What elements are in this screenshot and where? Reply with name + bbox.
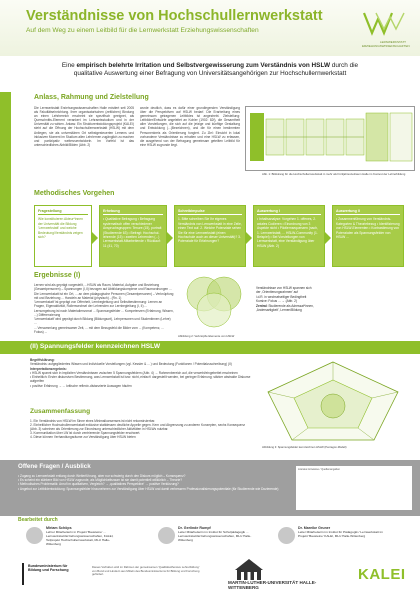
avatar <box>26 527 43 544</box>
anlass-text-right: wurde deutlich, dass es dafür einer grundlegenden Verständigung über die Perspektiven auf HSLW bedarf. Die Erarbeitung eines gemeinsam getragenen Leitbildes ist angestrebt. Zielstellung: Leitbilder/Entwürfe angeleitet an Kohler (1902: 82f), die Gesamtheit aller Vorstellungen, die sich auf die jetzige und künftige Gestaltung und Entwicklung (...(Bezeichnen), und die für einen bestimmten Personenkreis als Orientierung fungiert. Zu Ziel: Einsicht in lokal vorhandene Verständnisse zu erhalten und eine HSLW zu erfassen, die ausgehend von der Befragung gemeinsam geteilten Leitbild für eine HSLW zugrunde liegt. <box>140 106 240 147</box>
result-item: 'Lernwerkstatt' ist geprägt von Offenheit, Lernbegleitung und Selbstbestimmung: Lernen an Fragen, Eigenaktivität, Rollenwechsel der Lehrenden zur Lernbegleitung (I, II) ... <box>34 300 163 309</box>
section-anlass-heading: Anlass, Rahmung und Zielstellung <box>34 94 149 101</box>
results-list <box>34 283 174 334</box>
avatar <box>158 527 175 544</box>
outlook-item: • Es scheint ein stärkere Bild von HSLW zugrunde, als Möglichkeitsraum ist sie damit potentiell willkürlich – Theorie? <box>18 478 182 483</box>
author-card: Dr. Mareike Gruner Leiter Mitarbeiterin im Institut für Pädagogik / Lernwerkstatt im Projekt 'Bausteine' KALEI, MLU Halle-Wittenberg <box>298 526 383 538</box>
left-sidebar-bar <box>0 92 11 300</box>
venn-diagram <box>178 272 250 334</box>
legend-line: i.d.R. in wechselseitiger Bedingtheit <box>256 294 307 299</box>
timeline-diagram <box>245 106 415 171</box>
result-item: Lernen wird als geprägt vorgestellt, ...HSLW als Raum, Material, Aufgabe und Beziehung (Gesamtpersonen) – Spannungen (I,II) bezogen auf Abbildungskomplexe und Raumordnungen ... <box>34 283 172 292</box>
venn-legend <box>256 286 406 312</box>
arrow-right-icon <box>246 232 252 244</box>
poster-subtitle: Auf dem Weg zu einem Leitbild für die Lernwerkstatt Erziehungswissenschaften <box>26 27 259 34</box>
legend-line: ‚Andersartigkeit', Lernen/Bildung <box>256 308 302 313</box>
pentagon-diagram <box>258 356 408 446</box>
section-methods-heading: Methodisches Vorgehen <box>34 190 115 197</box>
legend-line: Verständnisse von HSLW spannen sich <box>256 286 312 290</box>
anlass-text-left: Die Lernwerkstatt Erziehungswissenschaften Halle existiert seit 2005 als Fakultätseinrichtung. Ihrer organisatorischen (zeitlichen) Bindung an einen Lehrbereich erscheint sie spezifisch geeignet, als Querschnitts-Element verankert im Lehramtsstudium und in der Universität zu wirken. Anlass: Ein Strukturentwicklungsprojekt (KALEI) steht auf die Öffnung der Hochschullernwerkstatt (HSLW) mit dem Anliegen, sie als universitären Ort selbstgesteuerten Lernens und inklusiven Moment im Studium allen Lehrlernen zugänglich zu machen und partizipativ weiterzuentwickeln. Im Vorfeld ist das unterschiedliches Abbild/Bilden (Abb. 2) <box>34 106 134 147</box>
arrow-right-icon <box>92 232 98 244</box>
references-box: Literatur-Hinweise / Quellenangaben <box>296 466 412 510</box>
arrow-right-icon <box>325 232 331 244</box>
section-spannung-heading: (II) Spannungsfelder kennzeichnen HSLW <box>30 343 161 350</box>
section-summary-heading: Zusammenfassung <box>30 408 91 415</box>
method-box-fragestellung: Fragestellung Wie konstituieren Akteur*innen der Universität die Bildung 'Lernwerkstatt' und welche Bedeutung/Verständnis zeigen sich? <box>34 205 92 267</box>
result-item: Lernumgebung ist nach Materialienvorrat ... Spannungsfelder ... Kompetenzen (Erfahrung, Wissen, ...) Differenzierung <box>34 308 174 317</box>
thesis-statement: Eine empirisch belehrte Irritation und Selbstvergewisserung zum Verständnis von HSLW durch die qualitative Auswertung einer Befragung von Universitätsangehörigen zur Hochschullernwerkstatt <box>61 62 359 78</box>
summary-item: 3. Kommunikation über LW ist durch zentrierende Spannungsfelder erschwert. <box>30 431 141 436</box>
result-item: ... Versammlung gemeinsamer Zeit, ... mit dem Bezugsfeld die Bilder vom ... (Kompetenz, ... Fokus) ... <box>34 325 164 334</box>
section-results-heading: Ergebnisse (I) <box>34 272 81 279</box>
bmbf-text: Bundesministerium für Bildung und Forschung <box>28 564 69 573</box>
legend-line: Zentral: Studierende als Adressat*innen, <box>256 303 314 308</box>
summary-list <box>30 419 252 439</box>
arrow-right-icon <box>167 232 173 244</box>
university-seal-icon <box>232 556 266 582</box>
avatar <box>278 527 295 544</box>
funding-text: Dieses Vorhaben wird im Rahmen der gemeinsamen 'Qualitätsoffensive Lehrerbildung' von Bund und Ländern aus Mitteln des Bundesministeriums für Bildung und Forschung gefördert. <box>92 565 200 576</box>
pentagon-caption: Abbildung 3: Spannungsfelder kennzeichnen HSLW (Pentagon-Modell) <box>262 446 347 449</box>
result-item: 'Lernwerkstatt' wird geprägt durch Bildung (Bildungsort), Lehrpersonen und Studentinnen (Lehre) ... <box>34 317 171 326</box>
logo-text: LERNWERKSTATT ERZIEHUNGSWISSENSCHAFTEN <box>362 40 410 48</box>
outlook-list <box>18 474 290 491</box>
method-box-auswertung-1: Auswertung I • Inhaltsanalyse: Vorgehen 1. offenes, 2. axiales Codieren • Einordnung von 3 Aspekte nicht • Pilotlernsequenzen (nach, 1. Lernwerkstatt, ... HSLW-Community (1. Beispiel) • Bei Vorstellungen von Lernwerkstatt, eine Verständigung über HSLW (Abb. 2) <box>253 205 325 267</box>
outlook-item: • Angebot zur Leitbildentwicklung: Spannungsfelder hinzunehmen zur Verständigung über HSLW und damit verbessern Professionalisierungspotentiale (für Studierende wie Dozierende) <box>18 486 279 491</box>
bmbf-logo <box>22 563 24 585</box>
outlook-item: • Zugang zu Lernwerkstatt entlang durch Weiterführung, aber nur schwierig durch den Diskurs möglich – Konsequenz? <box>18 474 186 478</box>
summary-item: 1. Ein Verständnis von HSLW im Sinne eines Minimalkonsenses ist nicht rekonstruierbar. <box>30 419 156 423</box>
lernwerkstatt-logo <box>362 9 406 37</box>
author-card: Miriam Schöps Lehrer Mitarbeiterin in Projekt 'Bausteine' ... Lernwerkstatt Erziehungswissenschaften, KALEI, Teilprojekt Hochschullernwerkstatt, MLU Halle-Wittenberg <box>46 526 114 546</box>
summary-item: 2. Einheitlicher Hochschullernwerkstatt exklusive stattdessen deutliche Appelle gegen. Kern und Abgrenzung zu anderen Konzepten, sechs Konsequenz (Abb. 3) scheinen als Orientierung zur Einordnung unterschiedlicher Aktivitäten in HSLWs nutzbar. <box>30 423 245 432</box>
kalei-logo: KALEI <box>358 566 406 583</box>
authors-heading: Bearbeitet durch <box>18 517 58 523</box>
author-card: Dr. Gerlinde Rumpf Leiter Mitarbeiterin im Institut für Schulpädagogik ... Lernwerkstatt Erziehungswissenschaften, MLU Halle-Wittenberg <box>178 526 252 542</box>
section-outlook-heading: Offene Fragen / Ausblick <box>18 463 91 470</box>
university-name: MARTIN-LUTHER-UNIVERSITÄT HALLE-WITTENBERG <box>228 580 317 591</box>
venn-caption: Abbildung 2: Verknüpfte Elemente von HSLW <box>178 334 235 338</box>
legend-line: Kursive: Fokus ... → (Abb. 2) <box>256 299 297 304</box>
outlook-item: • Methodisches Problematik: Anruf im qualitativen, Vergleich? → ‚qualitatives Perspektive' → positive Verkürzung? <box>18 482 179 487</box>
result-item: Die Lernwerkstatt ist ein Ort, ... an dem pädagogische Personen (Gesamtpersonen) – Verknüpfung mit und Beziehung ... Handeln an Material (physisch) - (Rn. 1) <box>34 291 174 300</box>
method-box-schreibimpulse: Schreibimpulse 1. Bitte schreiben Sie Ihr eigenes Verständnis von Lernwerkstatt in eine Zeile, einen Text auf. 2. Welche Potenziale sehen Sie für eine Lernwerkstatt (einen Hochschule auch an dieser Universität)? 3. Potenziale für Erfahrungen? <box>174 205 246 267</box>
method-box-erhebung: Erhebung • Qualitative Befragung • Befragung systematisch offen verschiedener Anspruchsgruppen: Tenure (15), portrait (Studierende 63) • Befragt: Hochschul-lehrende (15) • zweiten Lehrenden (...) Lernwerkstatt-Mitarbeitende • Rücklauf: 11 (41, 70) <box>99 205 167 267</box>
diagram-caption: Abb. 1: Bildstrang für die Hochschullernwerkstatt in mehr als Fünfjahreszeitraum Halle im Kontext der Lehrerbildung <box>262 172 406 176</box>
legend-line: der ‚Orientierungsrahmen' auf <box>256 290 299 295</box>
summary-item: 4. Diese können Verhandlungsräume zur Verständigung über HSLW bieten <box>30 435 136 440</box>
begriff-block: Begriffsklärung: Verständnis: aufgegliedertes Wissen und Individuelle Vorstellungen (vgl. Kessler & ... ) und Bedeutung (Funktionen / Potentialzuschreibung) (II) Interpretationsergebnis: • HSLW spannt sich in impliziten Verständnissen zwischen 5 Spannungsfeldern (Abb. 4) → Rahmenbereich auf, die verwebt/eingebettet erscheinen • Einheitlich: Erster diskursiven Bestimmung, was Lernwerkstatt ist bzw. nicht ‚einfach' dargestellt werden, bei geringer Erfahrung; stärker abstrakte Diskurse aufgreifen • positive Erfahrung → ... kritische reflexiv-distanzierte Aussagen häufen <box>30 358 251 388</box>
poster-title: Verständnisse von Hochschullernwerkstatt <box>26 8 323 24</box>
method-box-auswertung-2: Auswertung II • Zusammenführung von Verständnis-Kategorien & Theoriebezug • Identifizierung von HSLW-Elementen • Kontrastierung von Potenzialen als Spannungsfelder von HSLW ... <box>332 205 404 267</box>
